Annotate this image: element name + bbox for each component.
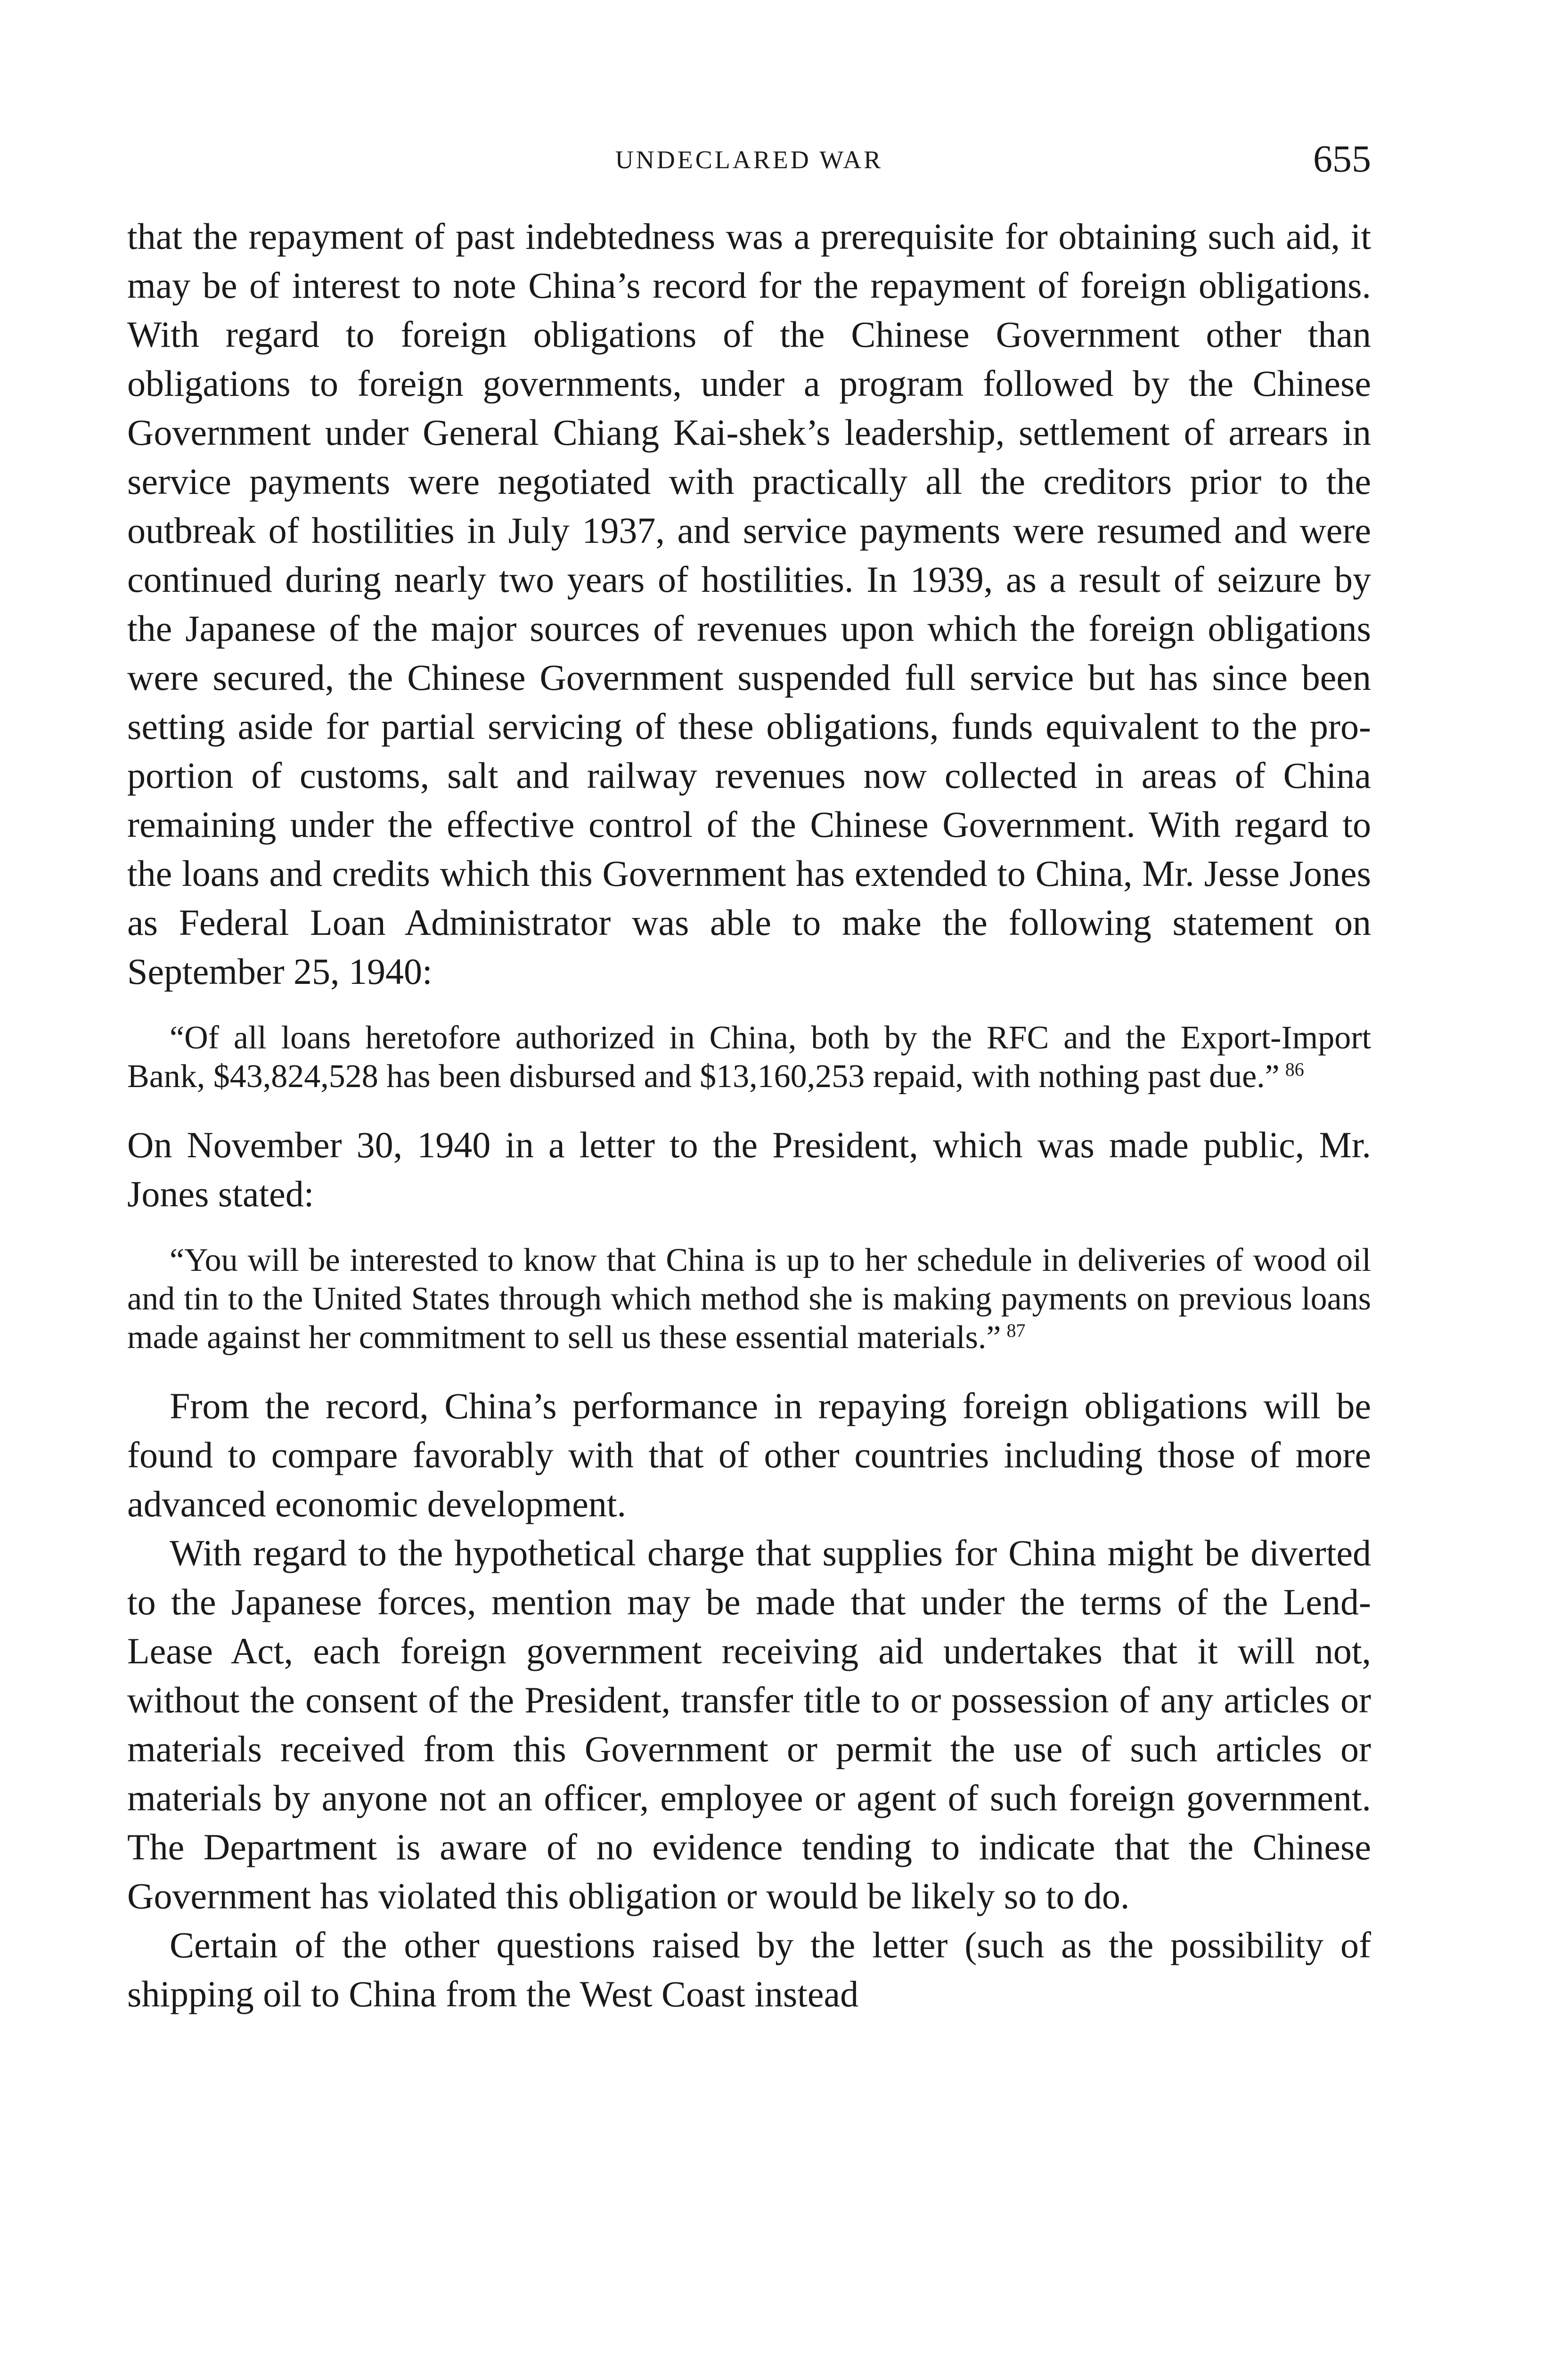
quote-1 bbox=[127, 1019, 1371, 1096]
paragraph-2: On November 30, 1940 in a letter to the President, which was made public, Mr. Jones stated: bbox=[127, 1124, 1371, 1214]
quote-2 bbox=[127, 1241, 1371, 1357]
running-head bbox=[127, 137, 1371, 188]
running-title: UNDECLARED WAR bbox=[615, 146, 883, 174]
paragraph-1: that the repayment of past indebtedness was a prerequisite for obtaining such aid, it may be of interest to note China’s record for the repayment of foreign obligations. With regard to foreign obligations of the Chinese Government other than obligations to foreign governments, under a program followed by the Chinese Government under General Chiang Kai-shek’s leadership, settlement of arrears in service payments were negotiated with practically all the creditors prior to the outbreak of hostilities in July 1937, and service payments were resumed and were continued during nearly two years of hostilities. In 1939, as a result of seizure by the Japanese of the major sources of revenues upon which the foreign obligations were secured, the Chinese Government suspended full service but has since been setting aside for partial servicing of these obligations, funds equivalent to the proportion of customs, salt and railway revenues now collected in areas of China remaining under the effective control of the Chinese Government. With regard to the loans and credits which this Government has extended to China, Mr. Jesse Jones as Federal Loan Administrator was able to make the following statement on September 25, 1940: bbox=[127, 216, 1371, 992]
quote-2-text: “You will be interested to know that China is up to her schedule in deliveries of wood oil and tin to the United States through which method she is making payments on previous loans made against her commitment to sell us these essential materials.” bbox=[127, 1242, 1371, 1356]
body-text bbox=[127, 212, 1371, 2019]
document-page bbox=[127, 0, 1371, 2356]
paragraph-5: Certain of the other questions raised by the letter (such as the possibility of shipping oil to China from the West Coast instead bbox=[127, 1924, 1371, 2014]
quote-1-text: “Of all loans heretofore authorized in China, both by the RFC and the Export-Import Bank, $43,824,528 has been disbursed and $13,160,253 repaid, with nothing past due.” bbox=[127, 1020, 1371, 1095]
footnote-ref-87: 87 bbox=[1006, 1319, 1026, 1341]
paragraph-3: From the record, China’s performance in repaying foreign obligations will be found to compare favorably with that of other countries including those of more advanced economic development. bbox=[127, 1385, 1371, 1524]
footnote-ref-86: 86 bbox=[1285, 1058, 1304, 1080]
paragraph-4: With regard to the hypothetical charge that supplies for China might be diverted to the Japanese forces, mention may be made that under the terms of the Lend-Lease Act, each foreign government receiving aid undertakes that it will not, without the consent of the President, transfer title to or possession of any articles or materials received from this Government or permit the use of such articles or materials by anyone not an officer, employee or agent of such foreign government. The Department is aware of no evidence tending to indicate that the Chinese Government has violated this obligation or would be likely so to do. bbox=[127, 1532, 1371, 1916]
page-number: 655 bbox=[1313, 137, 1371, 180]
